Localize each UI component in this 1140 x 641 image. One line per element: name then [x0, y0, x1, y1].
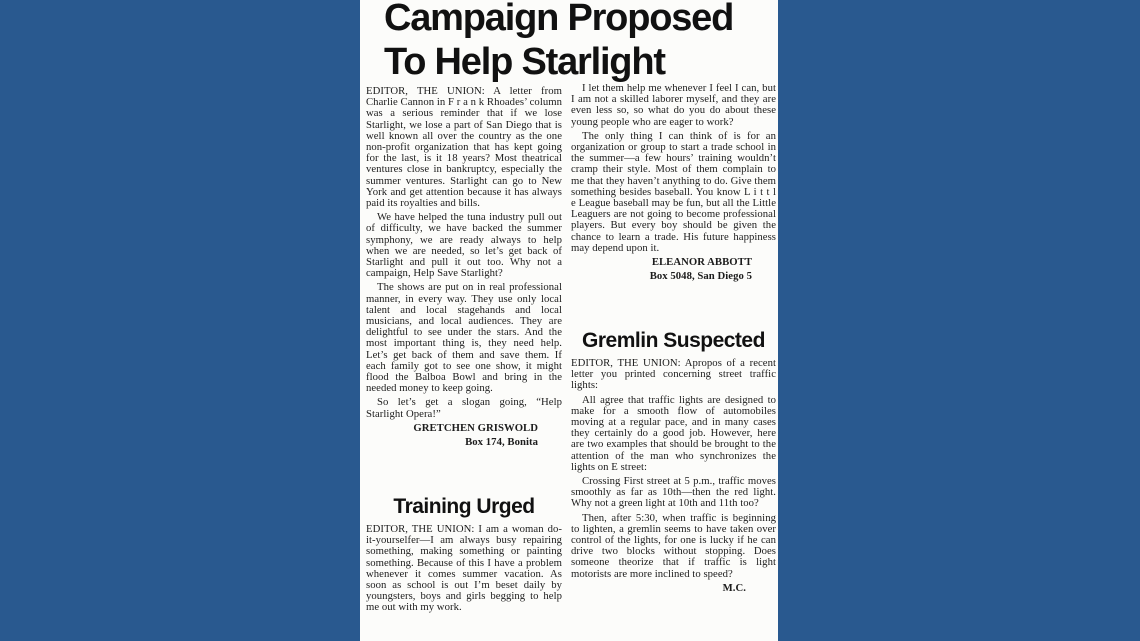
headline-line-2: To Help Starlight [384, 41, 665, 83]
signature-address: Box 5048, San Diego 5 [649, 270, 752, 283]
section-heading-training: Training Urged [393, 495, 535, 518]
letter-paragraph: Crossing First street at 5 p.m., traffic moves smoothly as far as 10th—then the red light. Why not a green light at 10th and 11th too? [571, 475, 776, 510]
letter-training-continued [571, 83, 776, 285]
letter-paragraph: EDITOR, THE UNION: A letter from Charlie Cannon in F r a n k Rhoades’ column was a serious reminder that if we lose Starlight, we lose a part of San Diego that is well known all over the country as the one non-profit organization that has kept going for the last, is it 18 years? Most theatrical ventures close in bankruptcy, especially the summer ventures. Starlight can go to New York and get attention because it has always paid its royalties and bills. [366, 85, 562, 210]
signature-name: ELEANOR ABBOTT [651, 256, 752, 269]
letter-paragraph: So let’s get a slogan going, “Help Starlight Opera!” [366, 396, 562, 420]
letter-paragraph: Then, after 5:30, when traffic is beginning to lighten, a gremlin seems to have taken over control of the lights, for one is lucky if he can drive two blocks without stopping. Does someone theorize that if traffic is light motorists are more inclined to speed? [571, 511, 776, 580]
letter-paragraph: The only thing I can think of is for an organization or group to start a trade school in the summer—a few hours’ training wouldn’t cramp their style. Most of them complain to me that they haven’t anything to do. Give them something besides baseball. You know L i t t l e League baseball may be fun, but all the Little Leaguers are not going to become professional players. But every boy should be given the chance to learn a trade. His future happiness may depend upon it. [571, 129, 776, 254]
section-heading-gremlin: Gremlin Suspected [582, 329, 765, 352]
letter-paragraph: The shows are put on in real professional manner, in every way. They use only local talent and local stagehands and local musicians, and local audiences. They are delightful to see under the stars. And the most important thing is, they need help. Let’s get back of them and save them. If each family got to see one show, it might flood the Balboa Bowl and bring in the needed money to keep going. [366, 281, 562, 395]
letter-paragraph: EDITOR, THE UNION: Apropos of a recent letter you printed concerning street traffic lights: [571, 357, 776, 392]
signature-address: Box 174, Bonita [465, 436, 538, 449]
letter-paragraph: EDITOR, THE UNION: I am a woman do-it-yourselfer—I am always busy repairing something, making something or painting something. Because of this I have a problem whenever it comes summer vacation. As soon as school is out I’m beset daily by youngsters, boys and girls begging to help me out with my work. [366, 523, 562, 614]
letter-paragraph: I let them help me whenever I feel I can, but I am not a skilled laborer myself, and they are even less so, so what do you do about these young people who are eager to work? [571, 82, 776, 128]
letter-paragraph: All agree that traffic lights are designed to make for a smooth flow of automobiles moving at a regular pace, and in many cases they certainly do a good job. However, here are two examples that should be brought to the attention of the man who synchronizes the lights on E street: [571, 393, 776, 473]
section-training-urged [366, 495, 562, 617]
newspaper-clipping [360, 0, 778, 641]
letter-paragraph: We have helped the tuna industry pull out of difficulty, we have backed the summer symphony, we are ready always to help when we are needed, so let’s get back of Starlight and pull it out too. Why not a campaign, Help Save Starlight? [366, 211, 562, 280]
signature-initials: M.C. [722, 581, 746, 594]
section-gremlin-suspected [571, 329, 776, 597]
letter-starlight [366, 86, 562, 451]
signature-name: GRETCHEN GRISWOLD [413, 421, 538, 434]
headline [384, 0, 764, 84]
headline-line-1: Campaign Proposed [384, 0, 734, 39]
